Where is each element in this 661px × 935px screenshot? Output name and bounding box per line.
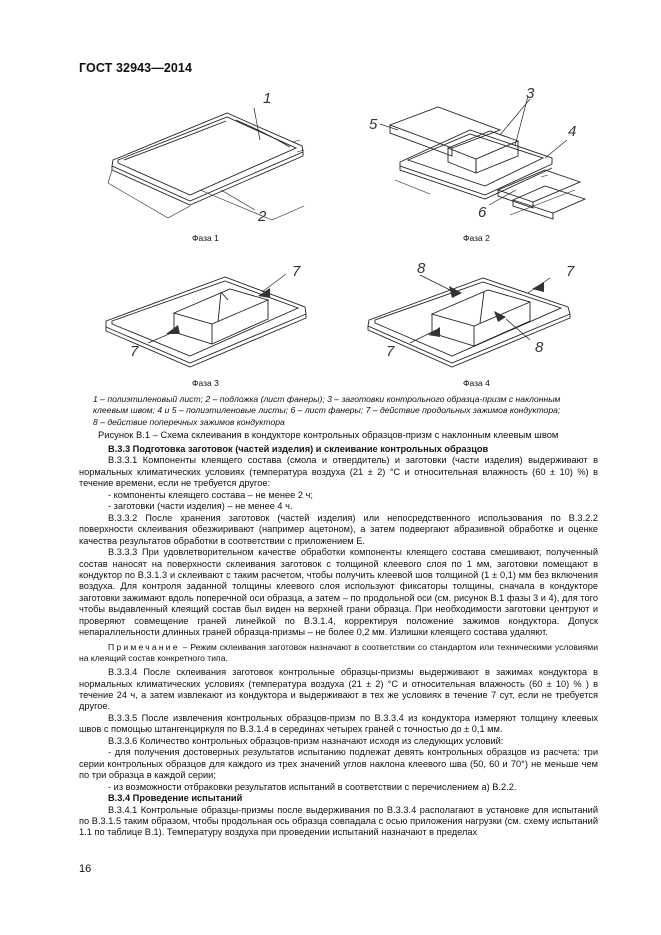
clamp-arrow [532,282,544,292]
figure-legend [93,394,598,428]
legend-line: клеевым швом; 4 и 5 – полиэтиленовые листы; 6 – лист фанеры; 7 – действие продольных зажимов кондуктора; [93,405,561,416]
paragraph: В.3.3.2 После хранения заготовок (частей изделия) или непосредственного использования по В.3.2.2 поверхности склеивания обезжиривают (например ацетоном), а затем подвергают абразивной обработке и оценке качества результатов обработки в соответствии с приложением Е. [79,512,598,546]
list-item: - для получения достоверных результатов испытанию подлежат девять контрольных образцов из расчета: три серии контрольных образцов для каждого из трех значений углов наклона клеевого шва (50, 60 и 70°) не меньше чем по три образца в каждой серии; [79,747,598,781]
phase-label: Фаза 2 [463,233,490,243]
paragraph: В.3.3.5 После извлечения контрольных образцов-призм по В.3.3.4 из кондуктора измеряют толщину клеевых швов с помощью штангенциркуля по В.3.1.4 в серединах четырех граней с точностью до ± 0,1 мм. [79,712,598,735]
callout: 7 [386,343,395,360]
callout: 7 [130,343,139,360]
phase-label: Фаза 3 [192,378,219,388]
legend-line: 8 – действие поперечных зажимов кондуктора [93,416,285,427]
callout: 3 [526,85,535,102]
figure-caption: Рисунок В.1 – Схема склеивания в кондукторе контрольных образцов-призм с наклонным клеевым швом [98,429,559,440]
callout: 1 [263,90,272,107]
list-item: - из возможности отбраковки результатов испытаний в соответствии с перечислением а) В.2.2. [108,781,517,792]
note-text: – Режим склеивания заготовок назначают в соответствии со стандартом или техническими условиями на клеящий состав конкретного типа. [79,641,598,663]
phase-label: Фаза 4 [463,378,490,388]
callout: 8 [535,339,544,356]
callout: 6 [478,204,487,221]
callout: 2 [258,208,267,225]
phase-label: Фаза 1 [192,233,219,243]
note [79,642,598,664]
paragraph: В.3.3.4 После склеивания заготовок контрольные образцы-призмы выдерживают в зажимах кондуктора в нормальных климатических условиях (температура воздуха (21 ± 2) °С и относительная влажность (60 ± 10) % ) в течение 24 ч, а затем извлекают из кондуктора и выдерживают в тех же условиях в течение 7 сут, если не требуется другое. [79,667,598,712]
document-body [79,444,598,839]
list-item: - компоненты клеящего состава – не менее 2 ч; [108,489,313,500]
note-lead: Примечание [108,641,180,652]
phase1-sheet [112,113,303,205]
paragraph: В.3.3.3 При удовлетворительном качестве обработки компоненты клеящего состава смешивают, полученный состав наносят на поверхности склеивания заготовок с толщиной клеевого слоя по 1 мм, заготовки помещают в кондуктор по В.3.1.3 и склеивают с таким расчетом, чтобы получить клеевой шов толщиной (1 ± 0,1) мм без включения воздуха. Для контроля заданной толщины клеевого слоя используют фиксаторы толщины, сначала в кондукторе заготовки зажимают вдоль поперечной оси образца, а затем – по продольной оси (см. рисунок В.1 фазы 3 и 4), для того чтобы выдавленный клеящий состав был виден на верхней грани образца. При необходимости заготовки центруют и проверяют совмещение граней линейкой по В.3.1.4, корректируя положение зажимов кондуктора. Допуск непараллельности длинных граней образца-призмы – не более 0,2 мм. Излишки клеящего состава удаляют. [79,547,598,638]
paragraph: В.3.4.1 Контрольные образцы-призмы после выдерживания по В.3.3.4 располагают в установке для испытаний по В.3.1.5 таким образом, чтобы продольная ось образца совпадала с осью приложения нагрузки (см. схему испытаний 1.1 по таблице В.1). Температуру воздуха при проведении испытаний назначают в пределах [79,804,598,838]
page-number: 16 [79,863,92,875]
phase2-assembly [390,107,585,219]
callout: 7 [566,263,575,280]
callout: 7 [292,263,301,280]
section-heading: В.3.3 Подготовка заготовок (частей изделия) и склеивание контрольных образцов [108,444,489,454]
figure-b1 [0,0,661,405]
figure-drawing [0,0,661,400]
document-header: ГОСТ 32943—2014 [79,61,193,75]
clamp-arrow [258,288,270,298]
section-heading: В.3.4 Проведение испытаний [108,793,243,804]
list-item: - заготовки (части изделия) – не менее 4 ч. [108,501,293,512]
callout: 8 [417,260,426,277]
paragraph: В.3.3.6 Количество контрольных образцов-призм назначают исходя из следующих условий: [108,735,504,746]
paragraph: В.3.3.1 Компоненты клеящего состава (смола и отвердитель) и заготовки (части изделия) выдерживают в нормальных климатических условиях (температура воздуха (21 ± 2) °С и относительная влажность (60 ± 10) %) в течение времени, если не требуется другое: [79,455,598,489]
clamp-arrow [166,325,180,334]
legend-line: 1 – полиэтиленовый лист; 2 – подложка (лист фанеры); 3 – заготовки контрольного образца-призм с наклонным [93,394,561,404]
callout: 5 [369,116,378,133]
clamp-arrow [428,327,440,337]
callout: 4 [568,123,577,140]
